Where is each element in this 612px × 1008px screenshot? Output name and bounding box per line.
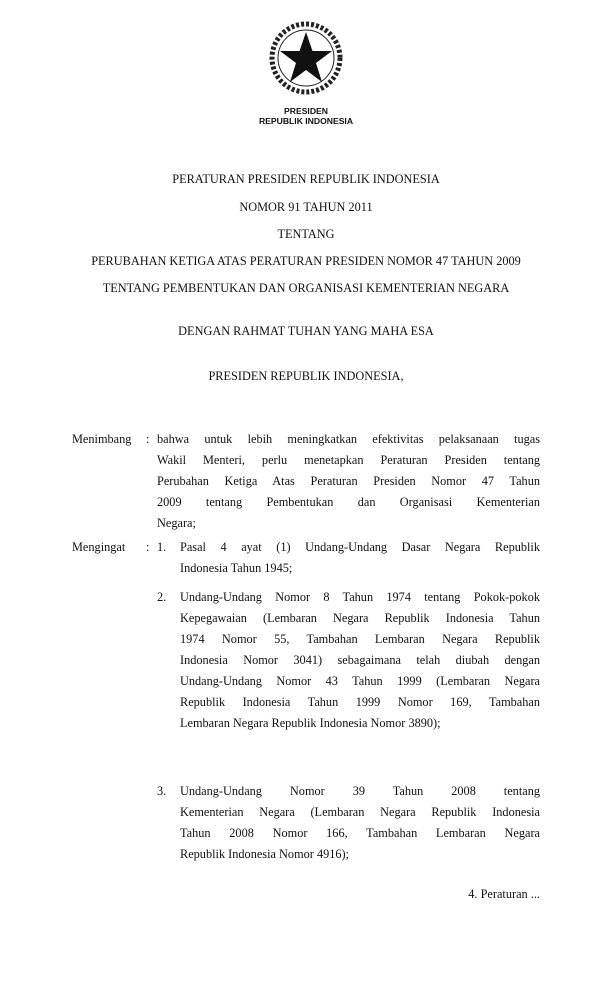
text-line: Indonesia Tahun 1945; bbox=[180, 561, 293, 575]
mengingat-item-number: 1. bbox=[157, 540, 167, 554]
text-line: Republik Indonesia Tahun 1999 Nomor 169, Tambahan bbox=[180, 695, 540, 709]
mengingat-colon: : bbox=[146, 540, 150, 554]
menimbang-text bbox=[157, 429, 540, 534]
mengingat-item-number: 2. bbox=[157, 590, 167, 604]
text-line: Undang-Undang Nomor 39 Tahun 2008 tentang bbox=[180, 784, 540, 798]
mengingat-label: Mengingat bbox=[72, 540, 126, 554]
text-line: Kementerian Negara (Lembaran Negara Republik Indonesia bbox=[180, 805, 540, 819]
text-line: Kepegawaian (Lembaran Negara Republik Indonesia Tahun bbox=[180, 611, 540, 625]
text-line: Pasal 4 ayat (1) Undang-Undang Dasar Negara Republik bbox=[180, 540, 540, 554]
page-continuation: 4. Peraturan ... bbox=[468, 887, 540, 901]
invocation: DENGAN RAHMAT TUHAN YANG MAHA ESA bbox=[178, 324, 434, 338]
authority: PRESIDEN REPUBLIK INDONESIA, bbox=[208, 369, 404, 383]
menimbang-label: Menimbang bbox=[72, 432, 132, 446]
text-line: Republik Indonesia Nomor 4916); bbox=[180, 847, 350, 861]
regulation-subject-line1: PERUBAHAN KETIGA ATAS PERATURAN PRESIDEN NOMOR 47 TAHUN 2009 bbox=[91, 254, 521, 268]
regulation-number: NOMOR 91 TAHUN 2011 bbox=[239, 200, 373, 214]
regulation-title: PERATURAN PRESIDEN REPUBLIK INDONESIA bbox=[172, 172, 440, 186]
emblem-caption-presiden: PRESIDEN bbox=[284, 106, 328, 116]
mengingat-item-text bbox=[180, 781, 540, 865]
mengingat-item-text bbox=[180, 587, 540, 734]
text-line: Wakil Menteri, perlu menetapkan Peraturan Presiden tentang bbox=[157, 453, 540, 467]
regulation-subject-line2: TENTANG PEMBENTUKAN DAN ORGANISASI KEMENTERIAN NEGARA bbox=[102, 281, 510, 295]
text-line: 1974 Nomor 55, Tambahan Lembaran Negara Republik bbox=[180, 632, 540, 646]
regulation-tentang: TENTANG bbox=[277, 227, 335, 241]
emblem-caption-republik: REPUBLIK INDONESIA bbox=[258, 116, 354, 126]
mengingat-item-text bbox=[180, 537, 540, 579]
text-line: bahwa untuk lebih meningkatkan efektivitas pelaksanaan tugas bbox=[157, 432, 540, 446]
menimbang-colon: : bbox=[146, 432, 150, 446]
text-line: 2009 tentang Pembentukan dan Organisasi Kementerian bbox=[157, 495, 540, 509]
mengingat-item-number: 3. bbox=[157, 784, 167, 798]
text-line: Indonesia Nomor 3041) sebagaimana telah diubah dengan bbox=[180, 653, 540, 667]
text-line: Undang-Undang Nomor 43 Tahun 1999 (Lembaran Negara bbox=[180, 674, 540, 688]
text-line: Negara; bbox=[157, 516, 196, 530]
text-line: Perubahan Ketiga Atas Peraturan Presiden Nomor 47 Tahun bbox=[157, 474, 540, 488]
presidential-emblem-icon bbox=[266, 18, 346, 98]
text-line: Lembaran Negara Republik Indonesia Nomor 3890); bbox=[180, 716, 441, 730]
text-line: Tahun 2008 Nomor 166, Tambahan Lembaran Negara bbox=[180, 826, 540, 840]
text-line: Undang-Undang Nomor 8 Tahun 1974 tentang Pokok-pokok bbox=[180, 590, 540, 604]
